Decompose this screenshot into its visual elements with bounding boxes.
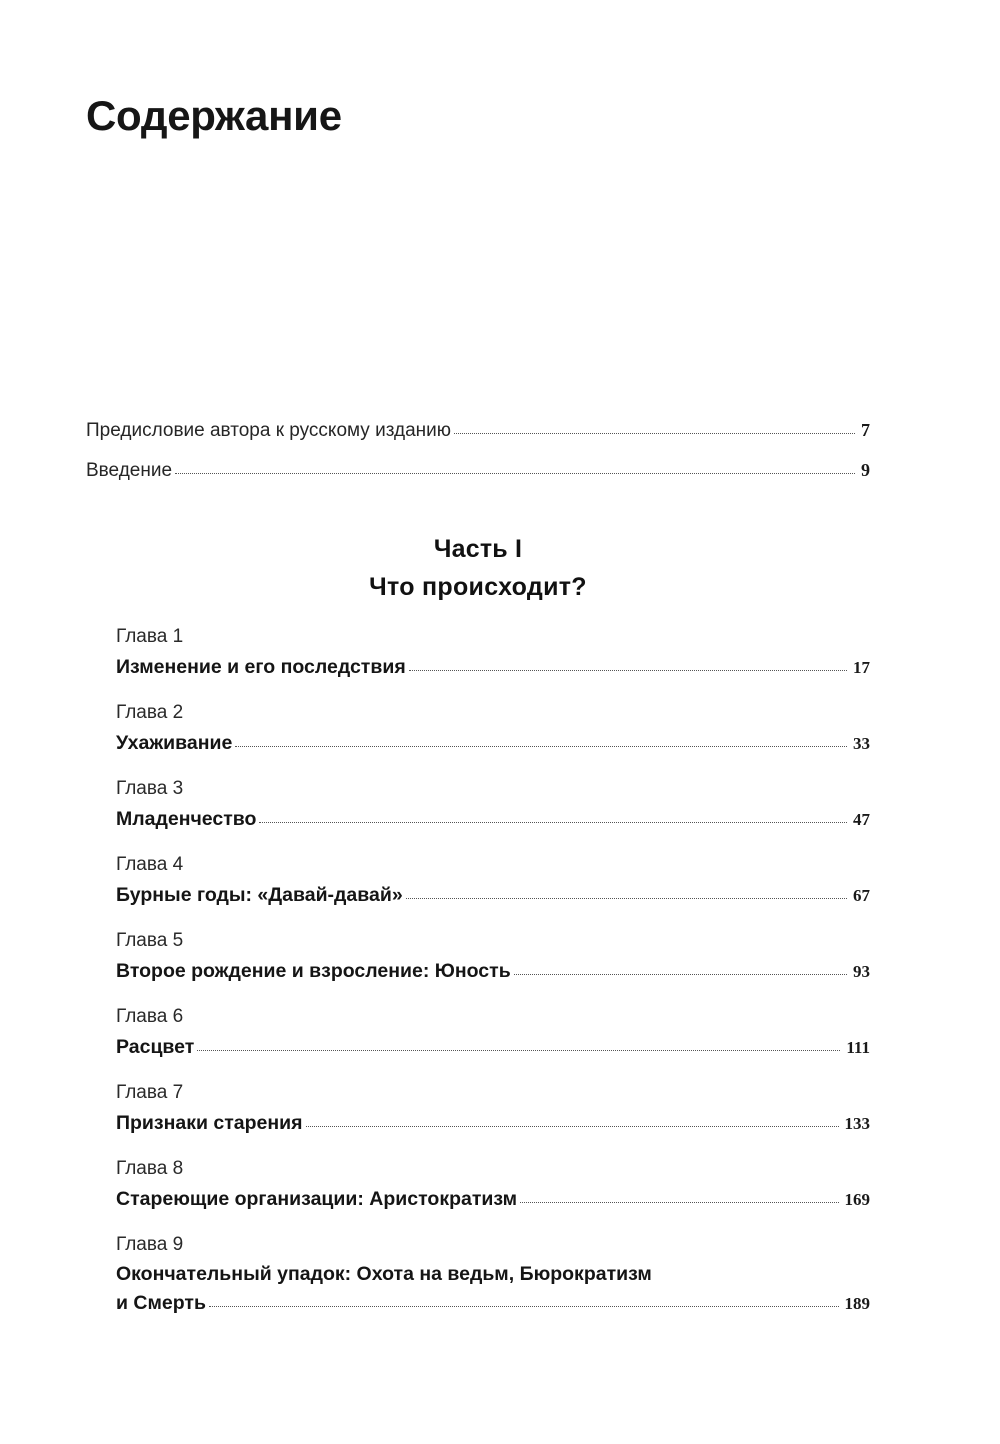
toc-entry-title: Введение [86,460,173,481]
dot-leader [197,1050,840,1051]
part-title: Что происходит? [369,573,587,601]
chapter-entry-5[interactable] [116,924,870,1000]
chapter-title: Ухаживание [116,732,233,754]
toc-page-number: 47 [853,810,870,829]
chapter-title: Младенчество [116,808,257,830]
front-matter-list [86,410,870,490]
chapter-entry-3[interactable] [116,772,870,848]
chapter-label: Глава 9 [116,1234,184,1255]
chapter-entry-4[interactable] [116,848,870,924]
chapter-title-row [116,728,870,758]
chapter-entry-7[interactable] [116,1076,870,1152]
dot-leader [209,1306,839,1307]
dot-leader [259,822,847,823]
toc-page-number: 33 [853,734,870,753]
chapter-label: Глава 1 [116,626,184,647]
part-label: Часть I [433,535,523,563]
toc-page-number: 67 [853,886,870,905]
chapter-title-row [116,1184,870,1214]
chapter-title-row [116,1288,870,1318]
chapter-title: Расцвет [116,1036,195,1058]
page-title: Содержание [86,92,342,139]
chapter-title: Бурные годы: «Давай-давай» [116,884,403,906]
dot-leader [409,670,847,671]
toc-page-number: 9 [861,460,870,480]
chapter-entry-2[interactable] [116,696,870,772]
toc-page-number: 7 [861,420,870,440]
part-heading [86,530,870,606]
chapter-entry-8[interactable] [116,1152,870,1228]
chapter-entry-6[interactable] [116,1000,870,1076]
chapter-entry-1[interactable] [116,620,870,696]
toc-page-number: 17 [853,658,870,677]
chapter-label: Глава 6 [116,1006,184,1027]
chapter-label: Глава 7 [116,1082,184,1103]
dot-leader [406,898,847,899]
toc-page-number: 93 [853,962,870,981]
dot-leader [514,974,847,975]
dot-leader [454,433,855,434]
chapter-title: Второе рождение и взросление: Юность [116,960,511,982]
toc-page-number: 111 [846,1038,870,1057]
chapter-title: Стареющие организации: Аристократизм [116,1188,518,1210]
chapter-title-row [116,956,870,986]
chapter-title-row [116,804,870,834]
chapter-label: Глава 8 [116,1158,184,1179]
toc-page-number: 169 [844,1190,870,1209]
chapter-label: Глава 2 [116,702,184,723]
chapter-label: Глава 3 [116,778,184,799]
toc-entry-preface[interactable] [86,410,870,450]
chapter-title-line-2: и Смерть [116,1292,206,1314]
chapter-title: Изменение и его последствия [116,656,406,678]
dot-leader [175,473,855,474]
dot-leader [520,1202,838,1203]
toc-page-number: 133 [844,1114,870,1133]
chapter-title-row [116,880,870,910]
chapter-title-row [116,1108,870,1138]
dot-leader [235,746,847,747]
toc-entry-introduction[interactable] [86,450,870,490]
dot-leader [306,1126,839,1127]
chapter-title-row [116,652,870,682]
toc-page-number: 189 [844,1294,870,1313]
chapter-title: Признаки старения [116,1112,303,1134]
chapter-title-row [116,1032,870,1062]
chapter-list [116,620,870,1328]
chapter-label: Глава 5 [116,930,184,951]
chapter-label: Глава 4 [116,854,184,875]
chapter-title-line-1: Окончательный упадок: Охота на ведьм, Бюрократизм [116,1263,652,1285]
chapter-entry-9[interactable] [116,1228,870,1328]
toc-entry-title: Предисловие автора к русскому изданию [86,420,451,441]
